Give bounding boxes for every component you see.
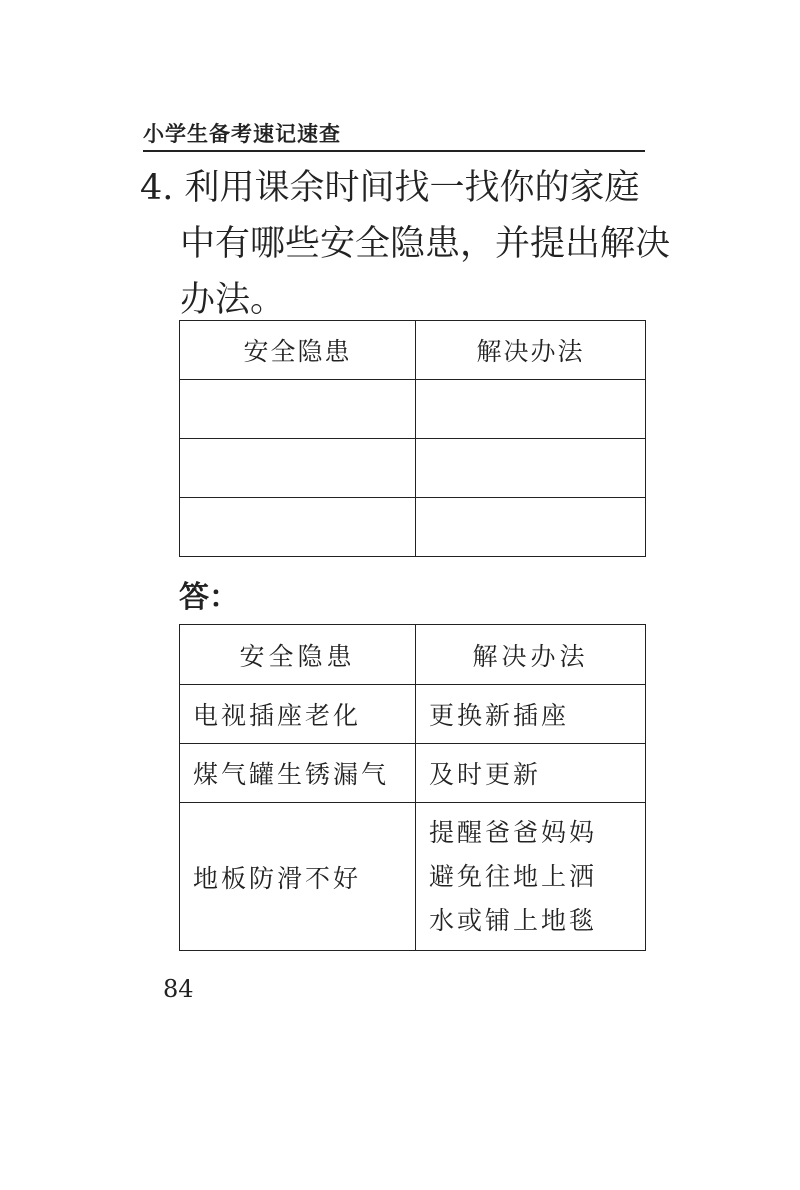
table-row <box>180 803 646 951</box>
solution-cell: 更换新插座 <box>416 685 646 744</box>
hazard-cell: 地板防滑不好 <box>180 803 416 951</box>
answer-header-solution: 解决办法 <box>416 625 646 685</box>
page-number: 84 <box>163 975 194 1003</box>
blank-header-hazard: 安全隐患 <box>180 321 416 380</box>
blank-header-solution: 解决办法 <box>416 321 646 380</box>
question-line-3: 办法。 <box>180 280 286 320</box>
answer-header-hazard: 安全隐患 <box>180 625 416 685</box>
blank-cell <box>416 380 646 439</box>
answer-table <box>179 624 646 951</box>
solution-cell <box>416 803 646 951</box>
running-header: 小学生备考速记速查 <box>143 122 341 146</box>
question <box>140 160 671 328</box>
solution-cell: 及时更新 <box>416 744 646 803</box>
solution-line: 提醒爸爸妈妈 <box>429 817 598 847</box>
answer-label: 答： <box>179 580 239 615</box>
header-rule <box>143 150 645 152</box>
blank-cell <box>180 498 416 557</box>
blank-row <box>180 498 646 557</box>
question-line-2: 中有哪些安全隐患，并提出解决 <box>180 224 671 264</box>
blank-worksheet-table <box>179 320 646 557</box>
question-line-1: 4. 利用课余时间找一找你的家庭 <box>140 168 640 208</box>
blank-cell <box>416 439 646 498</box>
hazard-cell: 煤气罐生锈漏气 <box>180 744 416 803</box>
blank-row <box>180 439 646 498</box>
blank-row <box>180 380 646 439</box>
hazard-cell: 电视插座老化 <box>180 685 416 744</box>
table-row <box>180 685 646 744</box>
table-row <box>180 744 646 803</box>
solution-line: 避免往地上洒 <box>429 861 598 891</box>
blank-cell <box>416 498 646 557</box>
blank-cell <box>180 380 416 439</box>
blank-cell <box>180 439 416 498</box>
solution-line: 水或铺上地毯 <box>429 905 598 935</box>
